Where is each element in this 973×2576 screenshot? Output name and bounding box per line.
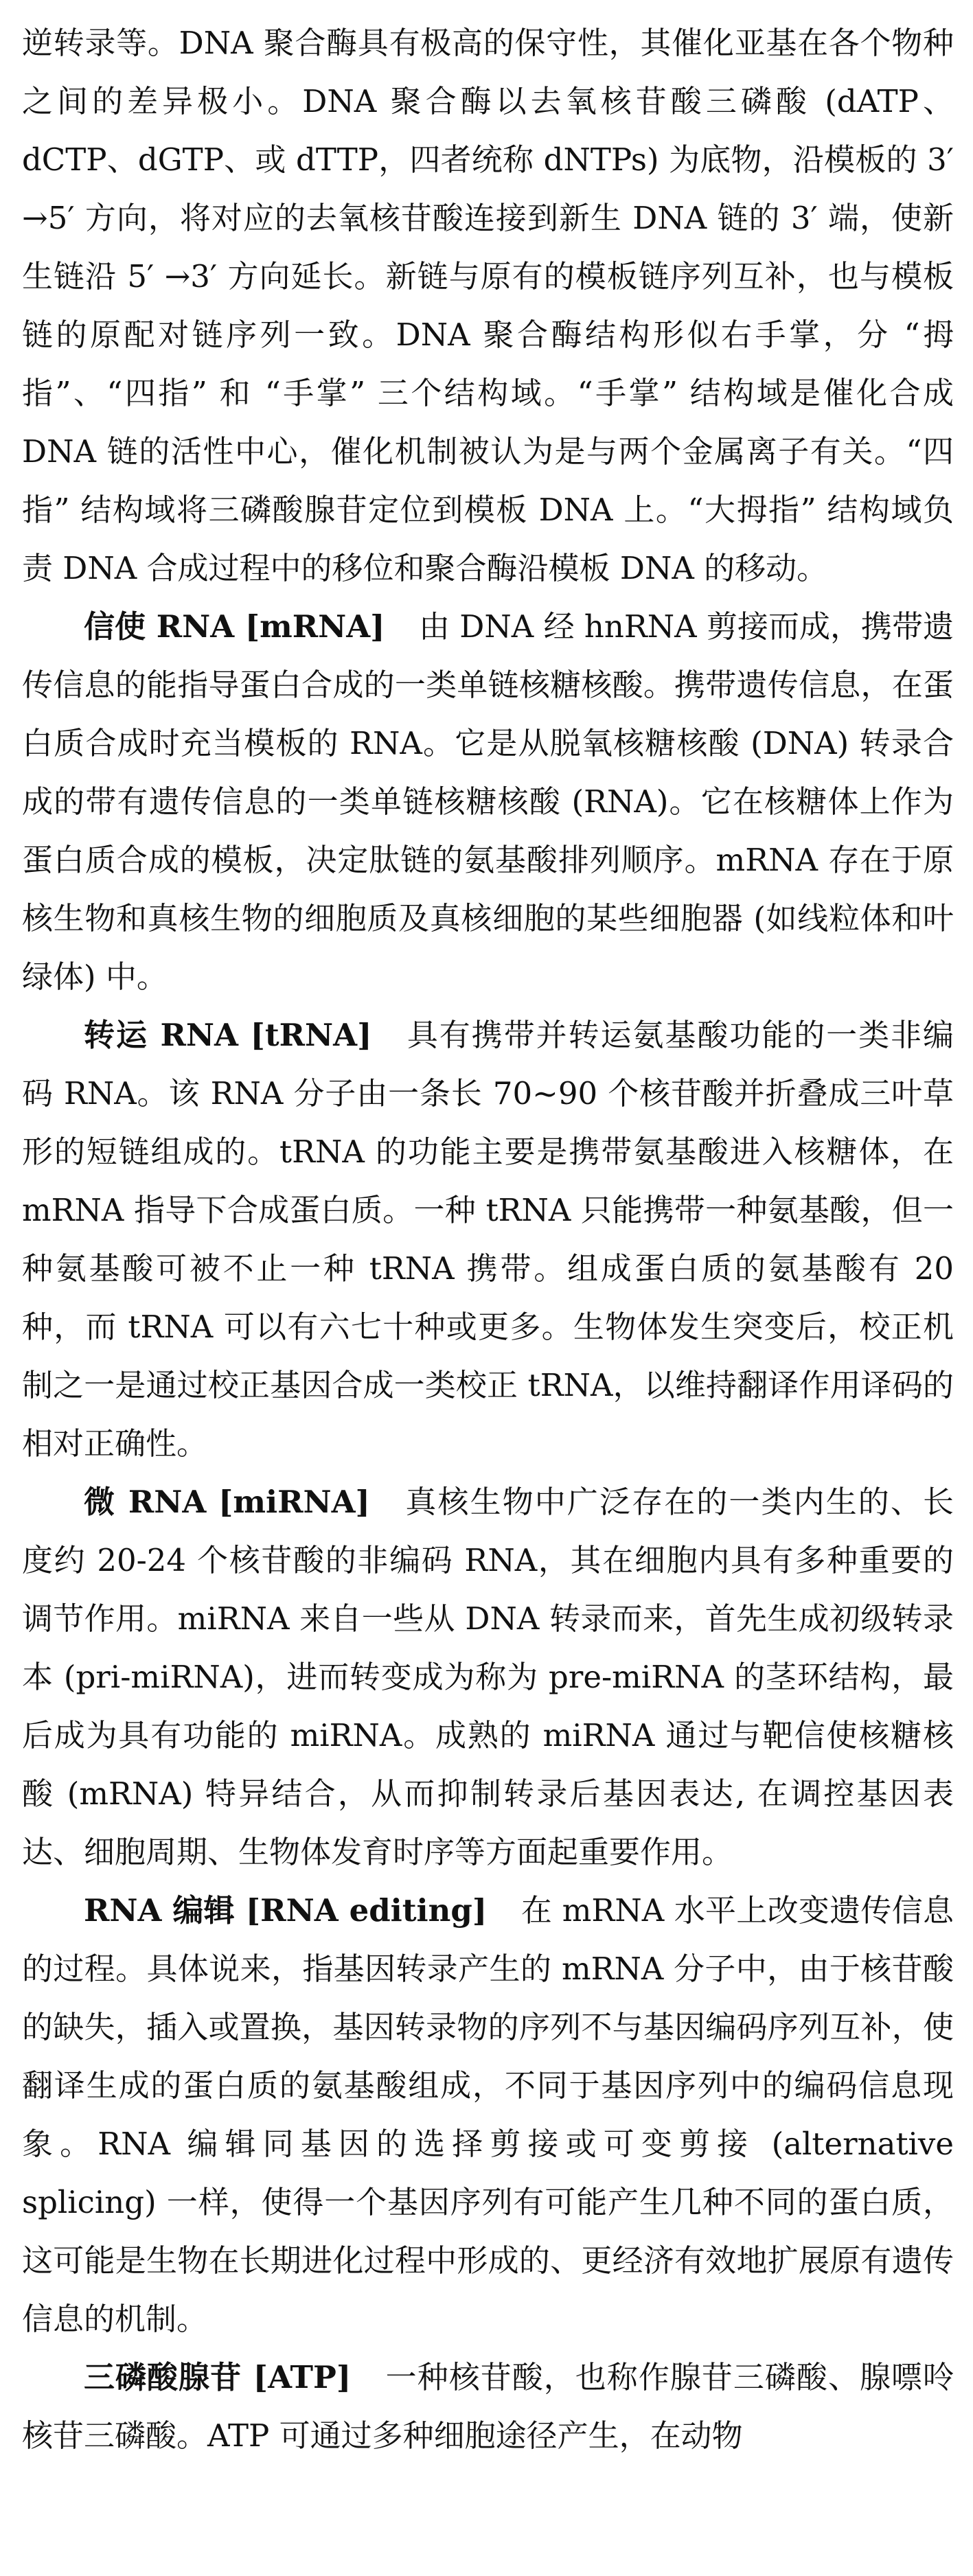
- entry-term: 微 RNA [miRNA]: [84, 1484, 370, 1520]
- entry-term: 信使 RNA [mRNA]: [84, 608, 385, 645]
- glossary-entry-mrna: [22, 597, 954, 1006]
- entry-definition: 由 DNA 经 hnRNA 剪接而成，携带遗传信息的能指导蛋白合成的一类单链核糖核酸。携带遗传信息，在蛋白质合成时充当模板的 RNA。它是从脱氧核糖核酸 (DNA) 转录合成的带有遗传信息的一类单链核糖核酸 (RNA)。它在核糖体上作为蛋白质合成的模板，决定肽链的氨基酸排列顺序。mRNA 存在于原核生物和真核生物的细胞质及真核细胞的某些细胞器 (如线粒体和叶绿体) 中。: [22, 608, 954, 995]
- glossary-entry-rna-editing: [22, 1881, 954, 2348]
- entry-term: RNA 编辑 [RNA editing]: [84, 1892, 488, 1929]
- glossary-entry-mirna: [22, 1473, 954, 1881]
- entry-term: 三磷酸腺苷 [ATP]: [84, 2359, 352, 2395]
- intro-paragraph: 逆转录等。DNA 聚合酶具有极高的保守性，其催化亚基在各个物种之间的差异极小。DNA 聚合酶以去氧核苷酸三磷酸 (dATP、dCTP、dGTP、或 dTTP，四者统称 dNTPs) 为底物，沿模板的 3′ →5′ 方向，将对应的去氧核苷酸连接到新生 DNA 链的 3′ 端，使新生链沿 5′ →3′ 方向延长。新链与原有的模板链序列互补，也与模板链的原配对链序列一致。DNA 聚合酶结构形似右手掌，分 “拇指”、“四指” 和 “手掌” 三个结构域。“手掌” 结构域是催化合成 DNA 链的活性中心，催化机制被认为是与两个金属离子有关。“四指” 结构域将三磷酸腺苷定位到模板 DNA 上。“大拇指” 结构域负责 DNA 合成过程中的移位和聚合酶沿模板 DNA 的移动。: [22, 25, 954, 586]
- glossary-entry-trna: [22, 1006, 954, 1473]
- entry-term: 转运 RNA [tRNA]: [84, 1017, 372, 1053]
- entry-definition: 一种核苷酸，也称作腺苷三磷酸、腺嘌呤核苷三磷酸。ATP 可通过多种细胞途径产生，在动物: [22, 2359, 954, 2454]
- entry-definition: 在 mRNA 水平上改变遗传信息的过程。具体说来，指基因转录产生的 mRNA 分子中，由于核苷酸的缺失，插入或置换，基因转录物的序列不与基因编码序列互补，使翻译生成的蛋白质的氨基酸组成，不同于基因序列中的编码信息现象。RNA 编辑同基因的选择剪接或可变剪接 (alternative splicing) 一样，使得一个基因序列有可能产生几种不同的蛋白质，这可能是生物在长期进化过程中形成的、更经济有效地扩展原有遗传信息的机制。: [22, 1892, 954, 2337]
- entry-definition: 真核生物中广泛存在的一类内生的、长度约 20-24 个核苷酸的非编码 RNA，其在细胞内具有多种重要的调节作用。miRNA 来自一些从 DNA 转录而来，首先生成初级转录本 (pri-miRNA)，进而转变成为称为 pre-miRNA 的茎环结构，最后成为具有功能的 miRNA。成熟的 miRNA 通过与靶信使核糖核酸 (mRNA) 特异结合，从而抑制转录后基因表达, 在调控基因表达、细胞周期、生物体发育时序等方面起重要作用。: [22, 1484, 954, 1870]
- glossary-entry-atp: [22, 2348, 954, 2465]
- entry-definition: 具有携带并转运氨基酸功能的一类非编码 RNA。该 RNA 分子由一条长 70~90 个核苷酸并折叠成三叶草形的短链组成的。tRNA 的功能主要是携带氨基酸进入核糖体，在 mRNA 指导下合成蛋白质。一种 tRNA 只能携带一种氨基酸，但一种氨基酸可被不止一种 tRNA 携带。组成蛋白质的氨基酸有 20 种，而 tRNA 可以有六七十种或更多。生物体发生突变后，校正机制之一是通过校正基因合成一类校正 tRNA，以维持翻译作用译码的相对正确性。: [22, 1017, 954, 1462]
